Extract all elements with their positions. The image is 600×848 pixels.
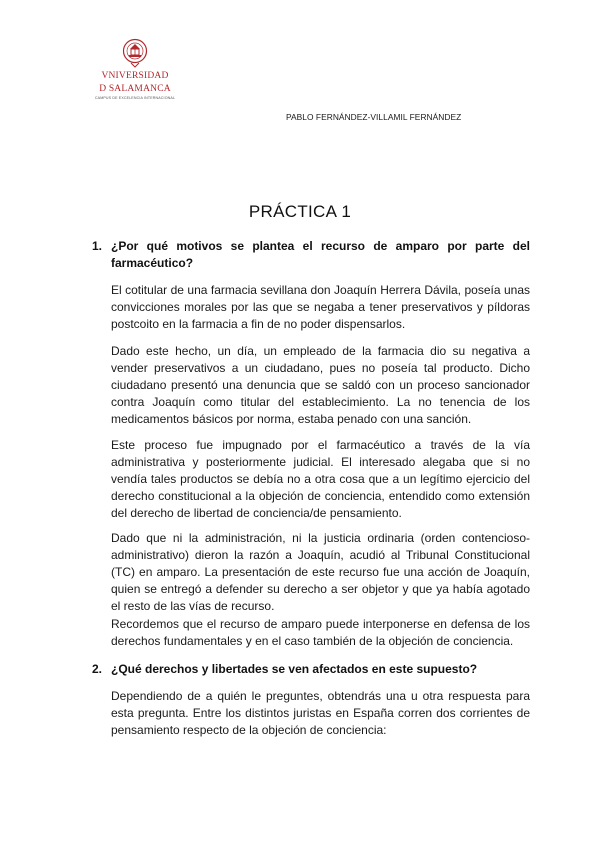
question-number: 1. [92, 239, 103, 253]
logo-name-line2: D SALAMANCA [99, 84, 171, 94]
question-text: ¿Por qué motivos se plantea el recurso de amparo por parte del farmacéutico? [111, 239, 530, 270]
logo-name-line1: VNIVERSIDAD [101, 71, 169, 81]
page-title: PRÁCTICA 1 [248, 202, 352, 221]
paragraph: Dependiendo de a quién le preguntes, obtendrás una u otra respuesta para esta pregunta. Entre los distintos juristas en España corren dos corrientes de pensamiento respecto de la objeción de conciencia: [111, 689, 530, 737]
author-name: PABLO FERNÁNDEZ-VILLAMIL FERNÁNDEZ [286, 112, 462, 122]
paragraph: Este proceso fue impugnado por el farmacéutico a través de la vía administrativa y posteriormente judicial. El interesado alegaba que si no vendía tales productos se debía no a otra cosa que a un legítimo ejercicio del derecho constitucional a la objeción de conciencia, entendido como extensión del derecho de libertad de conciencia/de pensamiento. [111, 438, 530, 520]
logo-subtitle: CAMPUS DE EXCELENCIA INTERNACIONAL [94, 96, 176, 100]
question-number: 2. [92, 662, 103, 676]
paragraph: Recordemos que el recurso de amparo puede interponerse en defensa de los derechos fundamentales y en el caso también de la objeción de conciencia. [111, 617, 530, 648]
university-seal-icon [122, 38, 148, 68]
paragraph: Dado este hecho, un día, un empleado de la farmacia dio su negativa a vender preservativos a un ciudadano, pues no poseía tal producto. Dicho ciudadano presentó una denuncia que se saldó con un proceso sancionador contra Joaquín como titular del establecimiento. La no tenencia de los medicamentos básicos por norma, estaba penado con una sanción. [111, 344, 530, 426]
paragraph: Dado que ni la administración, ni la justicia ordinaria (orden contencioso-administrativo) dieron la razón a Joaquín, acudió al Tribunal Constitucional (TC) en amparo. La presentación de este recurso fue una acción de Joaquín, quien se entregó a defender su derecho a ser objetor y que ya había agotado el resto de las vías de recurso. [111, 531, 530, 613]
question-2 [92, 661, 530, 678]
university-logo [92, 38, 178, 100]
question-1 [92, 238, 530, 272]
paragraph: El cotitular de una farmacia sevillana don Joaquín Herrera Dávila, poseía unas convicciones morales por las que se negaba a tener preservativos y píldoras postcoito en la farmacia a fin de no poder dispensarlos. [111, 283, 530, 331]
question-text: ¿Qué derechos y libertades se ven afectados en este supuesto? [111, 662, 478, 676]
